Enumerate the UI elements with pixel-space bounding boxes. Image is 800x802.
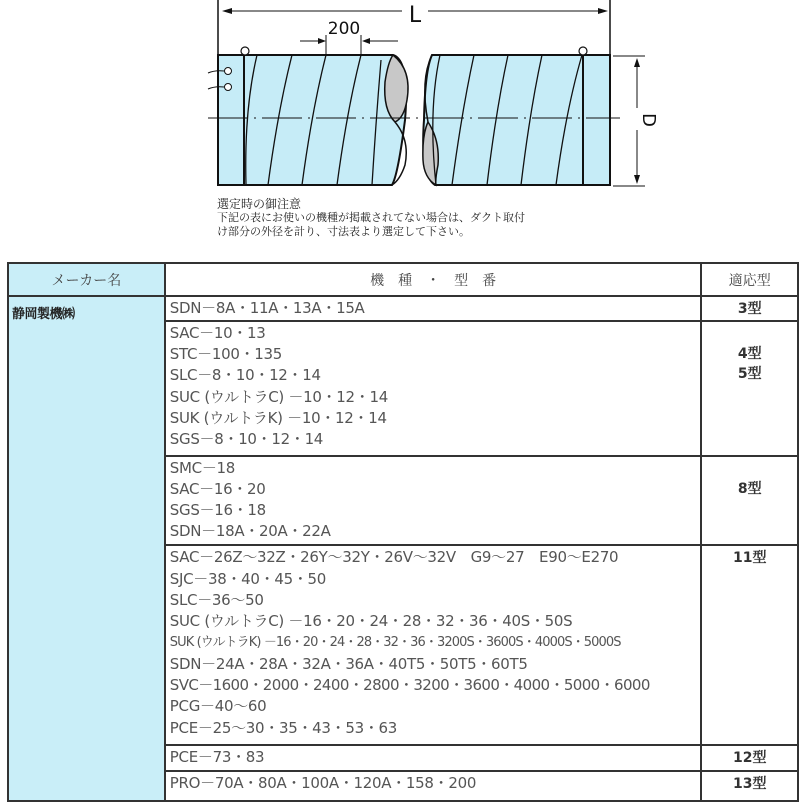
models-cell xyxy=(165,456,702,546)
type-label: 12型 xyxy=(733,749,767,766)
type-cell xyxy=(701,456,798,546)
compatibility-table xyxy=(7,262,799,802)
model-line: PCE－73・83 xyxy=(169,747,265,766)
diameter-label: D xyxy=(638,113,659,127)
model-line: SAC－16・20 xyxy=(169,479,266,498)
pitch-label: 200 xyxy=(327,19,361,39)
note-line: け部分の外径を計り、寸法表より選定して下さい。 xyxy=(217,225,470,238)
note-title: 選定時の御注意 xyxy=(217,197,302,211)
models-cell xyxy=(165,771,702,801)
model-line: SUC (ウルトラC) －16・20・24・28・32・36・40S・50S xyxy=(169,612,573,631)
type-cell xyxy=(701,745,798,771)
selection-note xyxy=(217,197,525,239)
maker-cell xyxy=(8,296,165,801)
header-maker: メーカー名 xyxy=(8,263,165,296)
model-line: SJC－38・40・45・50 xyxy=(169,569,327,588)
model-line: SDN－8A・11A・13A・15A xyxy=(169,299,365,318)
model-line: SDN－18A・20A・22A xyxy=(169,522,331,541)
arrow-right-icon xyxy=(598,8,608,14)
type-cell xyxy=(701,771,798,801)
length-label: L xyxy=(408,3,422,28)
type-label: 8型 xyxy=(737,480,762,497)
model-line: SGS－8・10・12・14 xyxy=(169,430,324,449)
model-line: PCE－25～30・35・43・53・63 xyxy=(169,718,398,737)
model-line: SGS－16・18 xyxy=(169,501,266,520)
arrow-left-icon xyxy=(222,8,232,14)
model-line: SUC (ウルトラC) －10・12・14 xyxy=(169,387,388,406)
model-line: SDN－24A・28A・32A・36A・40T5・50T5・60T5 xyxy=(169,654,528,673)
type-label: 3型 xyxy=(737,301,762,318)
model-line: SLC－36～50 xyxy=(169,590,264,609)
model-line: SUK (ウルトラK) －10・12・14 xyxy=(169,408,387,427)
header-type: 適応型 xyxy=(701,263,798,296)
type-cell xyxy=(701,545,798,744)
model-line: SAC－26Z～32Z・26Y～32Y・26V～32V G9～27 E90～E270 xyxy=(169,548,619,567)
models-cell xyxy=(165,545,702,744)
type-cell xyxy=(701,321,798,456)
table-row xyxy=(8,296,798,320)
model-line: SLC－8・10・12・14 xyxy=(169,366,321,385)
type-label: 13型 xyxy=(733,775,767,792)
type-label: 5型 xyxy=(737,365,762,382)
model-line: SAC－10・13 xyxy=(169,323,266,342)
models-cell xyxy=(165,296,702,320)
model-line: SMC－18 xyxy=(169,458,236,477)
duct-right xyxy=(423,55,610,185)
type-cell xyxy=(701,296,798,320)
model-line: SVC－1600・2000・2400・2800・3200・3600・4000・5000・6000 xyxy=(169,675,650,694)
models-cell xyxy=(165,321,702,456)
grommet-icon xyxy=(241,47,249,55)
duct-diagram xyxy=(0,0,800,190)
table-header-row xyxy=(8,263,798,296)
header-model: 機 種 ・ 型 番 xyxy=(165,263,702,296)
maker-name: 静岡製機㈱ xyxy=(12,307,75,323)
models-cell xyxy=(165,745,702,771)
note-line: 下記の表にお使いの機種が掲載されてない場合は、ダクト取付 xyxy=(217,211,525,224)
type-label: 4型 xyxy=(737,345,762,362)
model-line: STC－100・135 xyxy=(169,344,283,363)
type-label: 11型 xyxy=(733,550,767,567)
model-line: SUK (ウルトラK) －16・20・24・28・32・36・3200S・3600S・4000S・5000S xyxy=(169,635,621,651)
model-line: PCG－40～60 xyxy=(169,697,267,716)
model-line: PRO－70A・80A・100A・120A・158・200 xyxy=(169,773,477,792)
